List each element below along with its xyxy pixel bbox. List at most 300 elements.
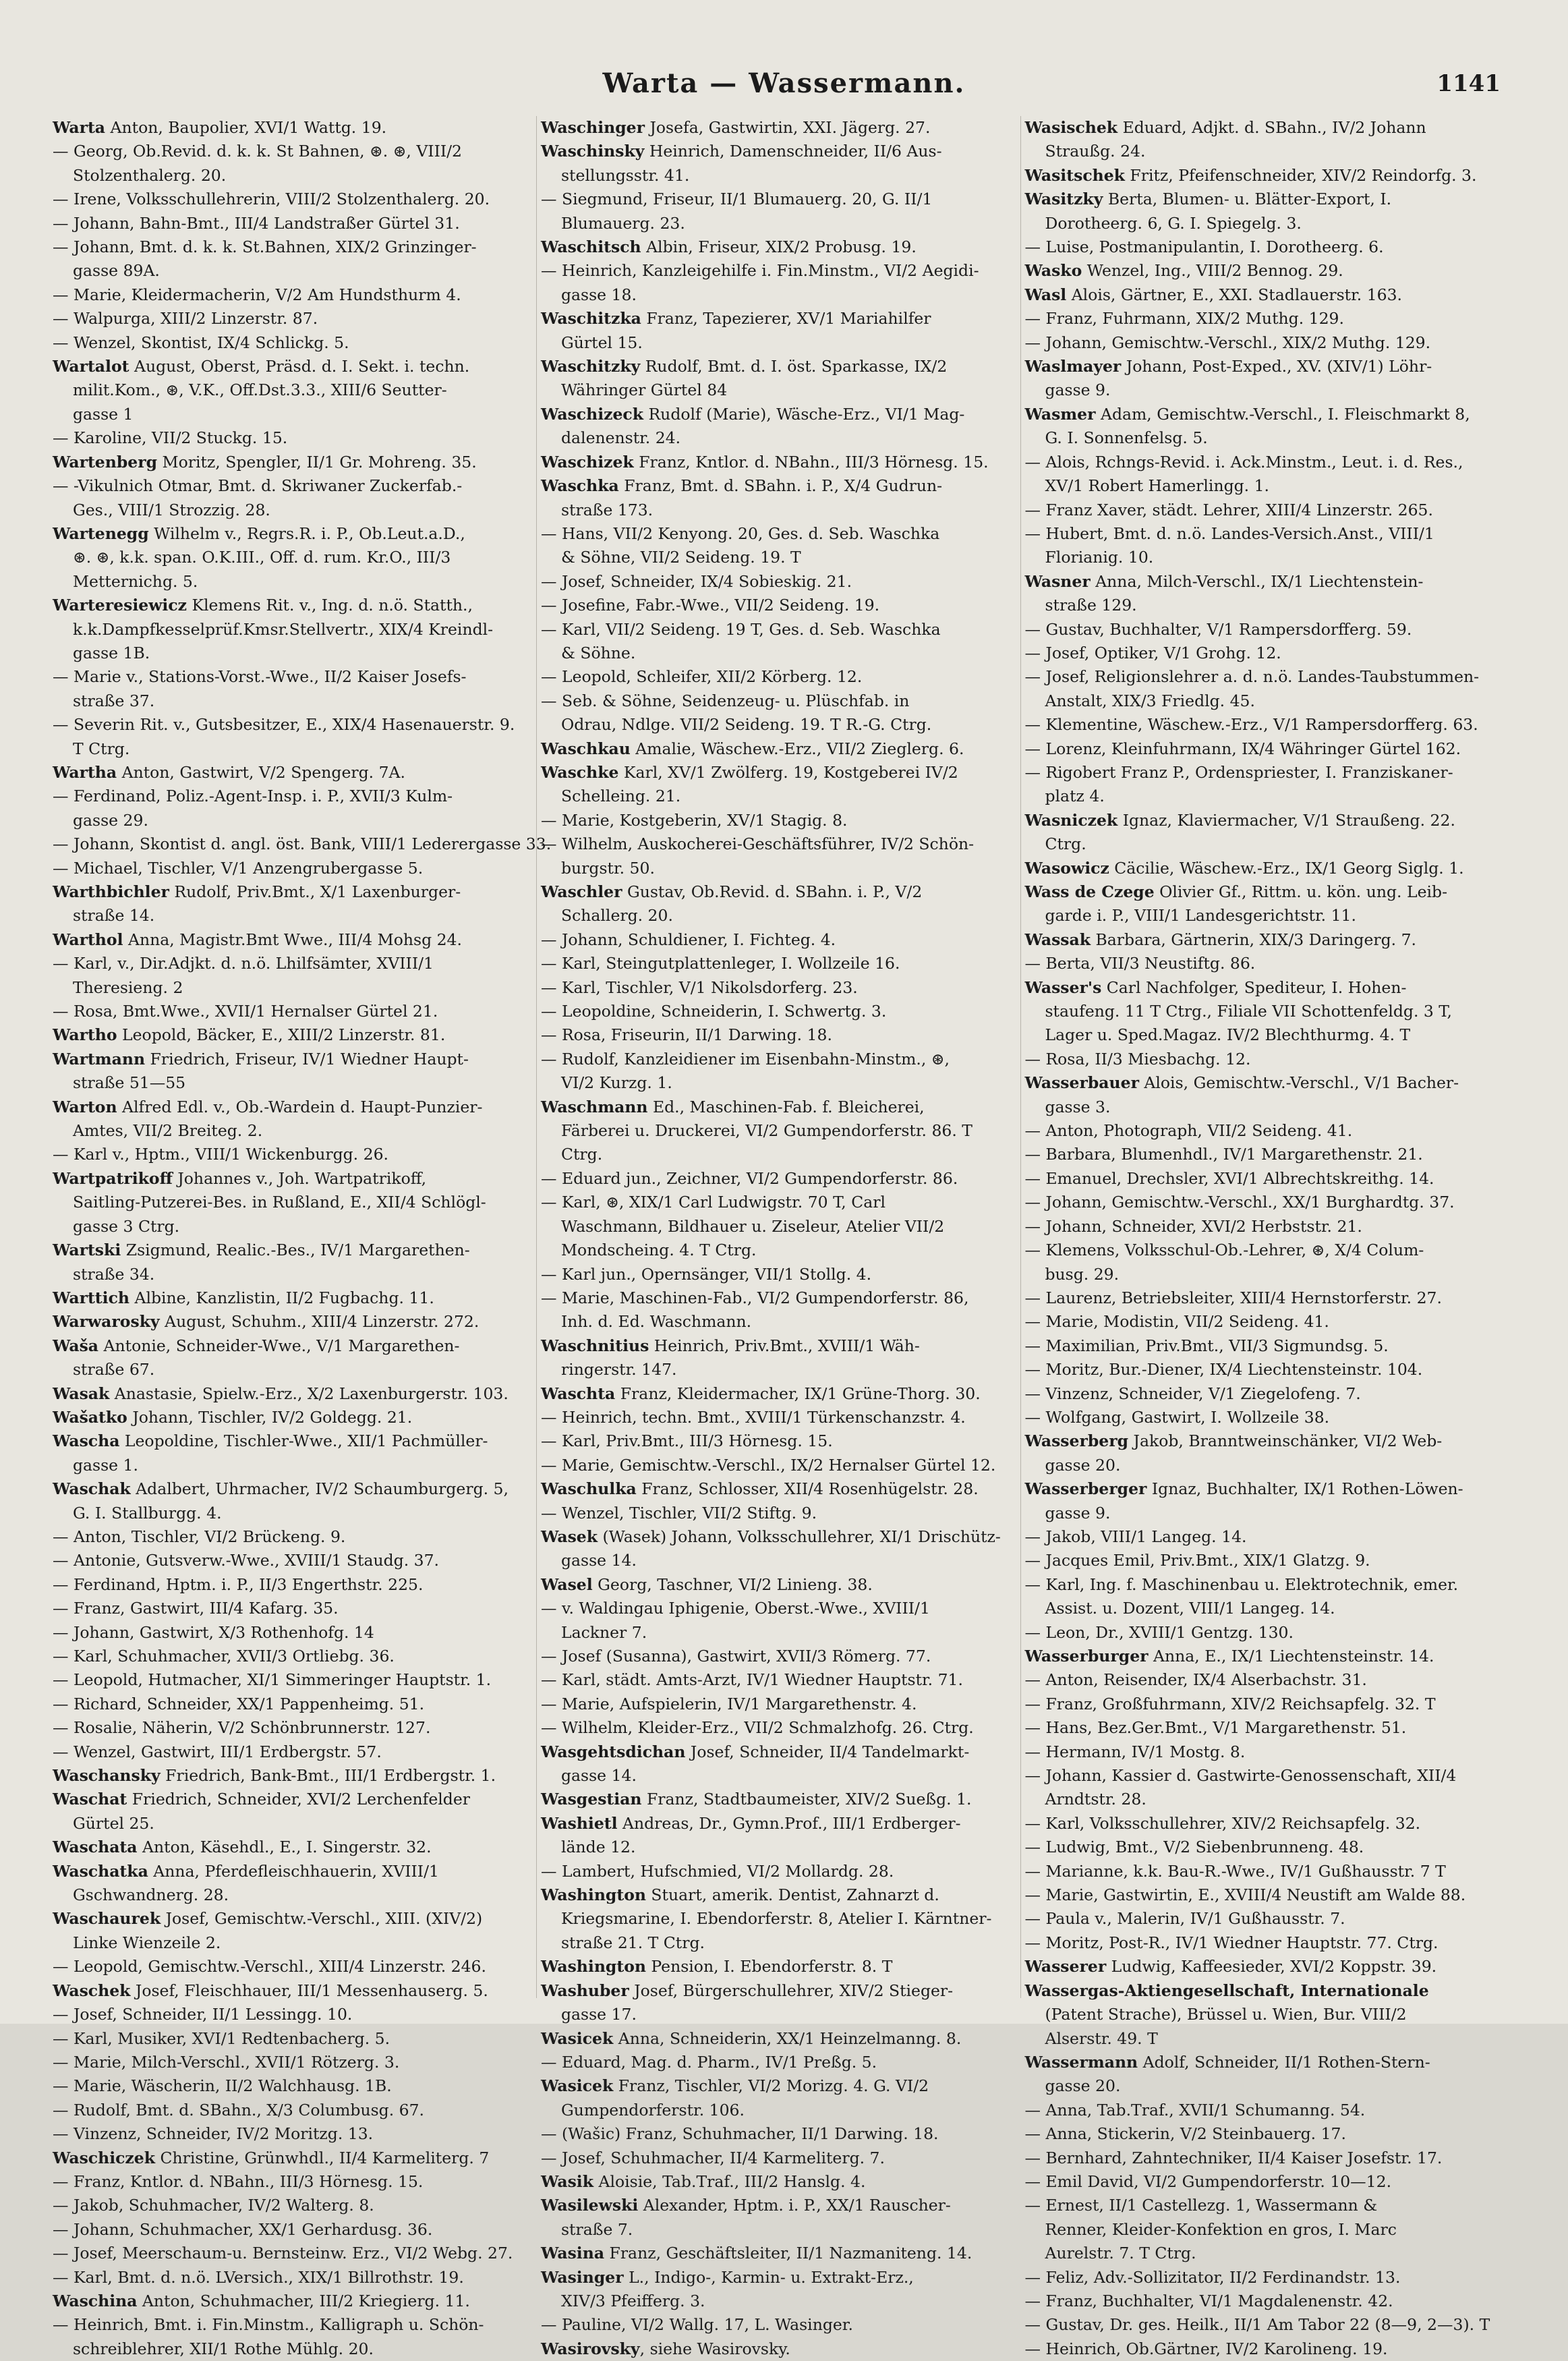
entry-text: straße 51—55 xyxy=(73,1073,186,1093)
entry-line xyxy=(53,259,527,283)
entry-text: Assist. u. Dozent, VIII/1 Langeg. 14. xyxy=(1045,1599,1335,1618)
entry-text: — Rosa, Bmt.Wwe., XVII/1 Hernalser Gürtel 21. xyxy=(53,1002,438,1021)
entry-text: Carl Nachfolger, Spediteur, I. Hohen- xyxy=(1101,977,1407,997)
entry-text: — Marie, Milch-Verschl., XVII/1 Rötzerg. 3. xyxy=(53,2052,400,2072)
entry-text: straße 7. xyxy=(561,2219,633,2239)
entry-surname: Wasner xyxy=(1024,571,1091,591)
entry-text: Pension, I. Ebendorferstr. 8. T xyxy=(645,1957,893,1976)
entry-text: — Leopold, Hutmacher, XI/1 Simmeringer Hauptstr. 1. xyxy=(53,1670,492,1690)
entry-line xyxy=(541,2337,1011,2361)
entry-line xyxy=(53,378,527,402)
entry-line xyxy=(53,235,527,259)
entry-text: G. I. Sonnenfelsg. 5. xyxy=(1045,428,1208,448)
entry-text: Fritz, Pfeifenschneider, XIV/2 Reindorfg. 3. xyxy=(1124,165,1477,185)
entry-text: — Karl jun., Opernsänger, VII/1 Stollg. 4. xyxy=(541,1264,872,1284)
entry-line xyxy=(541,499,1011,522)
entry-line xyxy=(541,188,1011,211)
entry-text: Jakob, Branntweinschänker, VI/2 Web- xyxy=(1128,1431,1443,1451)
entry-line xyxy=(1025,499,1495,522)
entry-text: Karl, XV/1 Zwölferg. 19, Kostgeberei IV/2 xyxy=(618,762,958,782)
entry-line xyxy=(53,761,527,785)
entry-line xyxy=(1025,689,1495,713)
entry-line xyxy=(1025,1692,1495,1716)
entry-surname: Waschiczek xyxy=(53,2148,156,2167)
entry-line xyxy=(53,2170,527,2194)
entry-line xyxy=(541,1883,1011,1907)
entry-text: gasse 18. xyxy=(561,285,637,304)
entry-surname: Wasniczek xyxy=(1024,810,1118,830)
entry-surname: Warttich xyxy=(53,1288,129,1307)
entry-line xyxy=(1025,1119,1495,1143)
entry-text: straße 173. xyxy=(561,500,654,519)
entry-line xyxy=(541,1071,1011,1095)
entry-text: lände 12. xyxy=(561,1838,636,1857)
entry-surname: Waschata xyxy=(53,1838,138,1857)
entry-text: — Richard, Schneider, XX/1 Pappenheimg. 51. xyxy=(53,1694,425,1713)
entry-text: — Karl, Bmt. d. n.ö. LVersich., XIX/1 Billrothstr. 19. xyxy=(53,2267,464,2287)
entry-text: Franz, Kntlor. d. NBahn., III/3 Hörnesg. 15. xyxy=(633,452,989,472)
entry-line xyxy=(53,1215,527,1239)
entry-line xyxy=(53,832,552,856)
entry-text: — Emil David, VI/2 Gumpendorferstr. 10—12. xyxy=(1024,2171,1392,2191)
entry-line xyxy=(1025,2146,1495,2170)
page-number: 1141 xyxy=(1436,70,1501,97)
entry-line xyxy=(53,474,527,498)
entry-line xyxy=(1025,1860,1495,1883)
entry-text: — Hans, Bez.Ger.Bmt., V/1 Margarethenstr. 51. xyxy=(1024,1718,1407,1738)
entry-surname: Wasik xyxy=(541,2171,594,2191)
entry-line xyxy=(541,1716,1011,1740)
entry-surname: Waschler xyxy=(541,882,622,901)
page-title: Warta — Wassermann. xyxy=(602,67,966,99)
entry-line xyxy=(53,1358,527,1382)
entry-line xyxy=(53,2003,527,2026)
entry-line xyxy=(53,1143,527,1166)
entry-text: Arndtstr. 28. xyxy=(1045,1790,1146,1809)
entry-surname: Warta xyxy=(53,118,106,137)
entry-text: — Lambert, Hufschmied, VI/2 Mollardg. 28. xyxy=(541,1861,894,1881)
entry-line xyxy=(541,1502,1011,1525)
entry-line xyxy=(1025,307,1495,331)
entry-text: garde i. P., VIII/1 Landesgerichtstr. 11. xyxy=(1045,906,1356,926)
entry-text: — Jakob, VIII/1 Langeg. 14. xyxy=(1024,1527,1247,1546)
entry-text: — Marie, Kostgeberin, XV/1 Stagig. 8. xyxy=(541,810,848,830)
entry-line xyxy=(1025,522,1495,546)
entry-line xyxy=(53,952,527,975)
entry-text: — Franz, Fuhrmann, XIX/2 Muthg. 129. xyxy=(1024,309,1344,329)
entry-text: VI/2 Kurzg. 1. xyxy=(561,1073,672,1093)
entry-line xyxy=(1025,1239,1495,1262)
entry-line xyxy=(53,1931,527,1955)
entry-line xyxy=(53,1883,527,1907)
entry-line xyxy=(53,1191,527,1214)
entry-text: Anton, Gastwirt, V/2 Spengerg. 7A. xyxy=(117,762,405,782)
entry-line xyxy=(1025,378,1495,402)
entry-line xyxy=(1025,1310,1495,1334)
entry-line xyxy=(1025,1979,1495,2003)
entry-surname: Waschatka xyxy=(53,1861,148,1881)
entry-text: Ges., VIII/1 Strozzig. 28. xyxy=(73,500,270,519)
entry-text: — Karoline, VII/2 Stuckg. 15. xyxy=(53,428,288,448)
entry-text: gasse 89A. xyxy=(73,261,160,281)
entry-surname: Washuber xyxy=(541,1981,629,2000)
entry-text: Ed., Maschinen-Fab. f. Bleicherei, xyxy=(647,1097,925,1116)
entry-line xyxy=(1025,713,1495,737)
entry-text: — Moritz, Post-R., IV/1 Wiedner Hauptstr. 77. Ctrg. xyxy=(1024,1933,1439,1952)
entry-line xyxy=(1025,1215,1495,1239)
entry-line xyxy=(541,331,1011,355)
entry-line xyxy=(53,1836,527,1859)
entry-text: Aloisie, Tab.Traf., III/2 Hanslg. 4. xyxy=(593,2171,866,2191)
entry-text: gasse 3. xyxy=(1045,1097,1111,1116)
entry-line xyxy=(541,1334,1011,1358)
entry-line xyxy=(1025,2170,1495,2194)
entry-line xyxy=(53,1382,527,1406)
entry-line xyxy=(541,2194,1011,2217)
entry-text: — Josef, Schneider, II/1 Lessingg. 10. xyxy=(53,2005,353,2024)
entry-text: — Wilhelm, Auskocherei-Geschäftsführer, IV/2 Schön- xyxy=(541,834,975,854)
entry-text: , siehe Wasirovsky. xyxy=(639,2339,790,2358)
entry-text: (Wasek) Johann, Volksschullehrer, XI/1 Drischütz- xyxy=(598,1527,1001,1546)
entry-line xyxy=(541,2170,1011,2194)
entry-line xyxy=(541,880,1011,904)
entry-line xyxy=(53,1096,527,1119)
entry-surname: Wasserburger xyxy=(1024,1647,1149,1666)
entry-line xyxy=(53,1740,527,1764)
entry-line xyxy=(1025,1191,1495,1214)
entry-text: — v. Waldingau Iphigenie, Oberst.-Wwe., XVIII/1 xyxy=(541,1599,930,1618)
entry-text: — Irene, Volksschullehrerin, VIII/2 Stolzenthalerg. 20. xyxy=(53,190,490,209)
entry-surname: Wasserberg xyxy=(1024,1431,1129,1451)
entry-text: Andreas, Dr., Gymn.Prof., III/1 Erdberger- xyxy=(617,1813,961,1833)
entry-text: Alfred Edl. v., Ob.-Wardein d. Haupt-Punzier- xyxy=(117,1097,483,1116)
entry-line xyxy=(541,140,1011,163)
entry-text: gasse 9. xyxy=(1045,1503,1111,1523)
entry-text: — Leopold, Gemischtw.-Verschl., XIII/4 Linzerstr. 246. xyxy=(53,1957,486,1976)
entry-line xyxy=(1025,235,1495,259)
entry-text: — Ludwig, Bmt., V/2 Siebenbrunneng. 48. xyxy=(1024,1838,1364,1857)
entry-text: Gschwandnerg. 28. xyxy=(73,1885,229,1905)
entry-text: — Leopoldine, Schneiderin, I. Schwertg. 3. xyxy=(541,1002,887,1021)
entry-line xyxy=(53,2313,527,2337)
entry-text: — Josef, Religionslehrer a. d. n.ö. Landes-Taubstummen- xyxy=(1024,667,1480,687)
entry-line xyxy=(541,1406,1011,1429)
entry-line xyxy=(541,474,1011,498)
entry-text: Barbara, Gärtnerin, XIX/3 Daringerg. 7. xyxy=(1091,930,1417,949)
entry-line xyxy=(53,1000,527,1023)
entry-line xyxy=(53,355,527,378)
entry-line xyxy=(53,689,527,713)
entry-text: — Lorenz, Kleinfuhrmann, IX/4 Währinger Gürtel 162. xyxy=(1024,739,1461,758)
entry-line xyxy=(541,1668,1011,1692)
entry-line xyxy=(53,1860,527,1883)
entry-text: Zsigmund, Realic.-Bes., IV/1 Margarethen- xyxy=(121,1241,470,1260)
entry-text: — Gustav, Buchhalter, V/1 Rampersdorfferg. 59. xyxy=(1024,619,1412,639)
entry-line xyxy=(53,2218,527,2242)
entry-text: — Franz Xaver, städt. Lehrer, XIII/4 Linzerstr. 265. xyxy=(1024,500,1433,519)
entry-line xyxy=(541,1023,1011,1047)
entry-line xyxy=(53,1502,527,1525)
entry-line xyxy=(1025,1429,1495,1453)
entry-text: Georg, Taschner, VI/2 Linieng. 38. xyxy=(592,1574,873,1594)
entry-surname: Wasser's xyxy=(1024,977,1102,997)
entry-surname: Waschitzky xyxy=(541,357,641,376)
entry-text: — Karl v., Hptm., VIII/1 Wickenburgg. 26. xyxy=(53,1145,388,1164)
entry-surname: Wascha xyxy=(53,1431,120,1451)
entry-text: — Johann, Gemischtw.-Verschl., XIX/2 Muthg. 129. xyxy=(1024,333,1431,352)
entry-line xyxy=(541,2122,1011,2146)
entry-text: Eduard, Adjkt. d. SBahn., IV/2 Johann xyxy=(1117,118,1426,137)
entry-line xyxy=(1025,2266,1495,2289)
entry-line xyxy=(53,713,527,737)
entry-text: — Josef, Optiker, V/1 Grohg. 12. xyxy=(1024,643,1281,662)
entry-line xyxy=(541,1645,1011,1668)
entry-line xyxy=(53,1955,527,1979)
entry-text: T Ctrg. xyxy=(73,739,130,758)
entry-line xyxy=(53,1429,527,1453)
entry-surname: Waschak xyxy=(53,1479,131,1499)
entry-text: — Rudolf, Bmt. d. SBahn., X/3 Columbusg. 67. xyxy=(53,2100,425,2120)
entry-text: Josef, Gemischtw.-Verschl., XIII. (XIV/2) xyxy=(161,1909,483,1929)
entry-line xyxy=(541,1286,1011,1310)
entry-line xyxy=(1025,188,1495,211)
entry-surname: Wasko xyxy=(1024,261,1082,281)
entry-line xyxy=(541,904,1011,928)
entry-line xyxy=(541,1239,1011,1262)
entry-line xyxy=(1025,1836,1495,1859)
entry-text: Schelleing. 21. xyxy=(561,787,681,806)
entry-text: August, Oberst, Präsd. d. I. Sekt. i. techn. xyxy=(129,357,470,376)
entry-line xyxy=(541,451,1011,474)
entry-text: Leopoldine, Tischler-Wwe., XII/1 Pachmüller- xyxy=(119,1431,488,1451)
entry-surname: Wasgehtsdichan xyxy=(541,1742,686,1761)
entry-line xyxy=(541,1836,1011,1859)
entry-line xyxy=(1025,2003,1495,2026)
entry-line xyxy=(1025,1334,1495,1358)
entry-text: — Wenzel, Gastwirt, III/1 Erdbergstr. 57. xyxy=(53,1742,382,1761)
entry-line xyxy=(1025,259,1495,283)
entry-line xyxy=(1025,331,1495,355)
entry-line xyxy=(53,188,527,211)
entry-surname: Waschta xyxy=(541,1384,616,1403)
entry-text: August, Schuhm., XIII/4 Linzerstr. 272. xyxy=(159,1312,480,1332)
entry-line xyxy=(53,2099,527,2122)
entry-text: Cäcilie, Wäschew.-Erz., IX/1 Georg Siglg. 1. xyxy=(1109,858,1464,878)
entry-line xyxy=(1025,952,1495,975)
entry-line xyxy=(53,737,527,761)
entry-text: Josef, Schneider, II/4 Tandelmarkt- xyxy=(685,1742,970,1761)
entry-text: straße 14. xyxy=(73,906,155,926)
entry-text: — Paula v., Malerin, IV/1 Gußhausstr. 7. xyxy=(1024,1909,1345,1929)
entry-text: Franz, Stadtbaumeister, XIV/2 Sueßg. 1. xyxy=(641,1790,972,1809)
entry-text: — Heinrich, Bmt. i. Fin.Minstm., Kalligraph u. Schön- xyxy=(53,2315,484,2335)
entry-line xyxy=(1025,857,1495,880)
entry-text: gasse 20. xyxy=(1045,1455,1121,1475)
entry-line xyxy=(53,116,527,140)
entry-text: gasse 14. xyxy=(561,1551,637,1570)
entry-line xyxy=(541,1358,1011,1382)
entry-text: Lager u. Sped.Magaz. IV/2 Blechthurmg. 4. T xyxy=(1045,1025,1411,1045)
entry-line xyxy=(541,1764,1011,1788)
entry-surname: Wasserberger xyxy=(1024,1479,1147,1499)
entry-text: ⊛. ⊛, k.k. span. O.K.III., Off. d. rum. Kr.O., III/3 xyxy=(73,548,451,567)
entry-line xyxy=(541,1000,1011,1023)
entry-text: — Marianne, k.k. Bau-R.-Wwe., IV/1 Gußhausstr. 7 T xyxy=(1024,1861,1446,1881)
entry-text: Kriegsmarine, I. Ebendorferstr. 8, Atelier I. Kärntner- xyxy=(561,1909,992,1929)
entry-line xyxy=(1025,546,1495,569)
entry-line xyxy=(53,212,527,235)
entry-surname: Wasowicz xyxy=(1024,858,1109,878)
entry-line xyxy=(1025,1454,1495,1477)
entry-surname: Waschitzka xyxy=(541,309,641,329)
entry-surname: Wartho xyxy=(53,1025,117,1045)
entry-text: ringerstr. 147. xyxy=(561,1360,677,1379)
entry-text: — Antonie, Gutsverw.-Wwe., XVIII/1 Staudg. 37. xyxy=(53,1551,440,1570)
entry-line xyxy=(1025,1477,1495,1501)
entry-line xyxy=(53,2074,527,2098)
entry-line xyxy=(1025,832,1495,856)
entry-text: gasse 14. xyxy=(561,1766,637,1786)
entry-text: Schallerg. 20. xyxy=(561,906,673,926)
entry-text: — Rudolf, Kanzleidiener im Eisenbahn-Minstm., ⊛, xyxy=(541,1049,950,1069)
entry-text: Wenzel, Ing., VIII/2 Bennog. 29. xyxy=(1082,261,1343,281)
entry-surname: Wasgestian xyxy=(541,1790,642,1809)
entry-surname: Waša xyxy=(53,1336,99,1355)
entry-line xyxy=(53,522,527,546)
entry-text: Antonie, Schneider-Wwe., V/1 Margarethen- xyxy=(98,1336,460,1355)
entry-line xyxy=(1025,474,1495,498)
entry-text: Franz, Bmt. d. SBahn. i. P., X/4 Gudrun- xyxy=(618,476,943,496)
entry-text: gasse 1. xyxy=(73,1455,138,1475)
entry-line xyxy=(541,1740,1011,1764)
entry-text: — Johann, Gastwirt, X/3 Rothenhofg. 14 xyxy=(53,1622,374,1642)
entry-line xyxy=(1025,1263,1495,1286)
entry-line xyxy=(53,880,527,904)
entry-text: — Marie, Aufspielerin, IV/1 Margarethenstr. 4. xyxy=(541,1694,917,1713)
entry-text: — Karl, ⊛, XIX/1 Carl Ludwigstr. 70 T, Carl xyxy=(541,1193,885,1212)
entry-line xyxy=(541,665,1011,689)
entry-text: Aurelstr. 7. T Ctrg. xyxy=(1045,2244,1196,2263)
entry-text: Anna, Milch-Verschl., IX/1 Liechtenstein- xyxy=(1090,571,1424,591)
entry-text: gasse 17. xyxy=(561,2005,637,2024)
entry-line xyxy=(1025,283,1495,307)
entry-line xyxy=(1025,1023,1495,1047)
entry-line xyxy=(541,2146,1011,2170)
entry-line xyxy=(1025,426,1495,450)
entry-line xyxy=(541,2099,1011,2122)
entry-text: — Rosalie, Näherin, V/2 Schönbrunnerstr. 127. xyxy=(53,1718,431,1738)
entry-text: gasse 20. xyxy=(1045,2076,1121,2096)
entry-text: Alexander, Hptm. i. P., XX/1 Rauscher- xyxy=(638,2196,951,2215)
entry-surname: Wassergas-Aktiengesellschaft, Internationale xyxy=(1024,1981,1429,2000)
entry-text: — Heinrich, Kanzleigehilfe i. Fin.Minstm., VI/2 Aegidi- xyxy=(541,261,979,281)
entry-surname: Wasak xyxy=(53,1384,110,1403)
entry-surname: Wasicek xyxy=(541,2076,614,2096)
entry-text: — Eduard jun., Zeichner, VI/2 Gumpendorferstr. 86. xyxy=(541,1168,958,1188)
entry-line xyxy=(53,1048,527,1071)
entry-line xyxy=(541,1143,1011,1166)
entry-line xyxy=(541,832,1011,856)
entry-line xyxy=(53,1334,527,1358)
entry-text: L., Indigo-, Karmin- u. Extrakt-Erz., xyxy=(623,2267,914,2287)
entry-text: & Söhne, VII/2 Seideng. 19. T xyxy=(561,548,801,567)
entry-text: — Hans, VII/2 Kenyong. 20, Ges. d. Seb. Waschka xyxy=(541,523,940,543)
entry-line xyxy=(541,809,1011,832)
entry-text: — Karl, VII/2 Seideng. 19 T, Ges. d. Seb. Waschka xyxy=(541,619,941,639)
entry-line xyxy=(53,1573,527,1597)
entry-line xyxy=(1025,451,1495,474)
entry-text: Dorotheerg. 6, G. I. Spiegelg. 3. xyxy=(1045,213,1302,233)
entry-text: Alserstr. 49. T xyxy=(1045,2028,1158,2048)
entry-text: — Wenzel, Tischler, VII/2 Stiftg. 9. xyxy=(541,1503,817,1523)
entry-surname: Wartha xyxy=(53,762,117,782)
entry-text: burgstr. 50. xyxy=(561,858,655,878)
entry-surname: Wartpatrikoff xyxy=(53,1168,173,1188)
entry-text: dalenenstr. 24. xyxy=(561,428,681,448)
entry-text: — Ernest, II/1 Castellezg. 1, Wassermann & xyxy=(1024,2196,1378,2215)
entry-line xyxy=(53,1239,527,1262)
entry-text: XIV/3 Pfeifferg. 3. xyxy=(561,2291,705,2310)
entry-surname: Waschizeck xyxy=(541,404,644,424)
entry-text: stellungsstr. 41. xyxy=(561,165,690,185)
entry-text: — Karl, städt. Amts-Arzt, IV/1 Wiedner Hauptstr. 71. xyxy=(541,1670,963,1690)
entry-line xyxy=(1025,1406,1495,1429)
entry-text: — Franz, Buchhalter, VI/1 Magdalenenstr. 42. xyxy=(1024,2291,1393,2310)
entry-surname: Waschinsky xyxy=(541,142,645,161)
entry-text: — Barbara, Blumenhdl., IV/1 Margarethenstr. 21. xyxy=(1024,1145,1423,1164)
entry-text: — Moritz, Bur.-Diener, IX/4 Liechtensteinstr. 104. xyxy=(1024,1360,1423,1379)
entry-text: — Johann, Skontist d. angl. öst. Bank, VIII/1 Lederergasse 33. xyxy=(53,834,552,854)
entry-line xyxy=(1025,2289,1495,2313)
entry-line xyxy=(1025,1597,1495,1620)
entry-text: busg. 29. xyxy=(1045,1264,1120,1284)
entry-line xyxy=(1025,1764,1495,1788)
entry-text: Ludwig, Kaffeesieder, XVI/2 Koppstr. 39. xyxy=(1106,1957,1437,1976)
entry-line xyxy=(541,2074,1011,2098)
entry-text: Inh. d. Ed. Waschmann. xyxy=(561,1312,752,1332)
entry-text: — Franz, Gastwirt, III/4 Kafarg. 35. xyxy=(53,1599,339,1618)
entry-text: Berta, Blumen- u. Blätter-Export, I. xyxy=(1103,190,1392,209)
entry-text: — Bernhard, Zahntechniker, II/4 Kaiser Josefstr. 17. xyxy=(1024,2148,1443,2167)
entry-text: — Josef, Meerschaum-u. Bernsteinw. Erz., VI/2 Webg. 27. xyxy=(53,2244,513,2263)
entry-line xyxy=(1025,1621,1495,1645)
entry-line xyxy=(53,403,527,426)
entry-line xyxy=(1025,1573,1495,1597)
entry-line xyxy=(1025,1907,1495,1931)
entry-line xyxy=(541,403,1011,426)
entry-line xyxy=(53,1668,527,1692)
entry-text: Wilhelm v., Regrs.R. i. P., Ob.Leut.a.D., xyxy=(148,523,465,543)
entry-line xyxy=(53,1692,527,1716)
entry-text: Waschmann, Bildhauer u. Ziseleur, Atelier VII/2 xyxy=(561,1216,945,1236)
entry-line xyxy=(1025,140,1495,163)
entry-surname: Waschizek xyxy=(541,452,634,472)
entry-surname: Waschulka xyxy=(541,1479,637,1499)
entry-text: — Alois, Rchngs-Revid. i. Ack.Minstm., Leut. i. d. Res., xyxy=(1024,452,1463,472)
entry-line xyxy=(53,1549,527,1572)
entry-text: — Severin Rit. v., Gutsbesitzer, E., XIX/4 Hasenauerstr. 9. xyxy=(53,715,515,735)
entry-line xyxy=(1025,2074,1495,2098)
entry-line xyxy=(53,785,527,808)
entry-text: — Johann, Schneider, XVI/2 Herbststr. 21. xyxy=(1024,1216,1362,1236)
entry-text: — Johann, Gemischtw.-Verschl., XX/1 Burghardtg. 37. xyxy=(1024,1193,1455,1212)
entry-line xyxy=(1025,2099,1495,2122)
entry-text: — Walpurga, XIII/2 Linzerstr. 87. xyxy=(53,309,318,329)
column-3 xyxy=(1020,116,1495,2358)
entry-text: Amtes, VII/2 Breiteg. 2. xyxy=(73,1121,263,1141)
entry-surname: Waschaurek xyxy=(53,1909,161,1929)
entry-text: Friedrich, Bank-Bmt., III/1 Erdbergstr. 1. xyxy=(160,1766,496,1786)
